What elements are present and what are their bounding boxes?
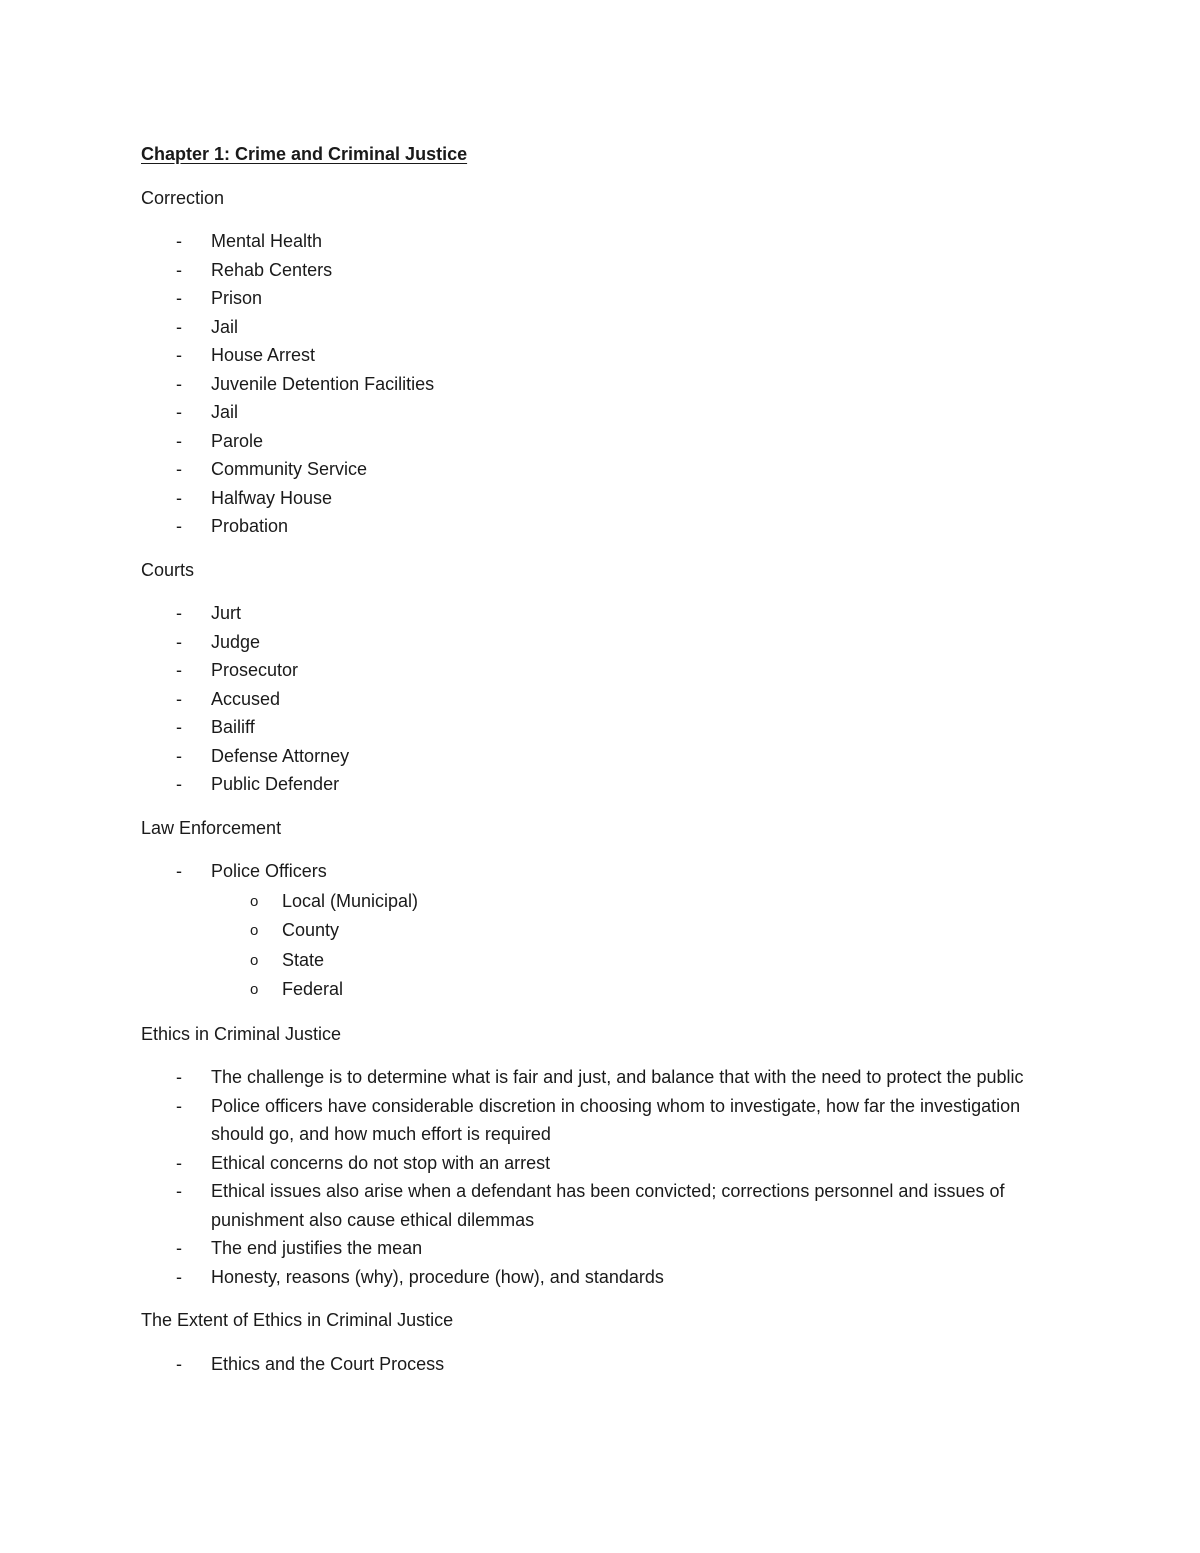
- list-item-text: Rehab Centers: [211, 259, 333, 280]
- list-item: [141, 284, 1071, 313]
- list-item: [141, 1350, 1071, 1379]
- list-item: [141, 770, 1071, 799]
- dash-bullet-icon: -: [176, 516, 182, 536]
- list-item: [141, 742, 1071, 771]
- list-item: [141, 1149, 1071, 1178]
- dash-bullet-icon: -: [176, 259, 182, 280]
- list-item-text: Honesty, reasons (why), procedure (how), and standards: [211, 1266, 664, 1287]
- list-item-text: Probation: [211, 516, 289, 536]
- dash-bullet-icon: -: [176, 345, 182, 365]
- sub-list-item: [211, 916, 1071, 946]
- sub-list-item: [211, 887, 1071, 917]
- dash-bullet-icon: -: [176, 861, 182, 881]
- dash-bullet-icon: -: [176, 487, 182, 508]
- sub-list-item: [211, 946, 1071, 976]
- sub-list-item-text: Local (Municipal): [282, 890, 419, 911]
- list-item-text: House Arrest: [211, 345, 316, 365]
- document-page: [141, 140, 1071, 1393]
- dash-bullet-icon: -: [176, 774, 182, 794]
- list-item: [141, 256, 1071, 285]
- list-item-text: Jurt: [211, 603, 242, 623]
- list-item-text: Prison: [211, 288, 263, 308]
- list-item: [141, 713, 1071, 742]
- dash-bullet-icon: -: [176, 459, 182, 479]
- dash-bullet-icon: -: [176, 631, 182, 652]
- list-item-text: Prosecutor: [211, 660, 299, 680]
- sub-list-item-text: County: [282, 920, 340, 940]
- dash-bullet-icon: -: [176, 1152, 182, 1173]
- document-section: [141, 814, 1071, 1005]
- list-item: [141, 427, 1071, 456]
- list-item-text: Public Defender: [211, 774, 340, 794]
- list-item-text: Jail: [211, 316, 239, 337]
- list-item-text: Police officers have considerable discretion in choosing whom to investigate, how far the investigation should go, and how much effort is required: [211, 1095, 1021, 1144]
- document-section: [141, 1020, 1071, 1292]
- sub-bullet-list: [211, 887, 1071, 1005]
- dash-bullet-icon: -: [176, 688, 182, 709]
- dash-bullet-icon: -: [176, 1067, 182, 1087]
- circle-bullet-icon: o: [250, 892, 259, 910]
- dash-bullet-icon: -: [176, 231, 182, 251]
- list-item-text: Ethical issues also arise when a defendant has been convicted; corrections personnel and issues of punishment also cause ethical dilemmas: [211, 1181, 1005, 1230]
- dash-bullet-icon: -: [176, 288, 182, 308]
- list-item-text: Defense Attorney: [211, 745, 350, 766]
- document-section: [141, 184, 1071, 541]
- document-body: [141, 184, 1071, 1379]
- list-item-text: Community Service: [211, 459, 368, 479]
- list-item: [141, 1063, 1071, 1092]
- bullet-list: [141, 1063, 1071, 1291]
- list-item: [141, 857, 1071, 1005]
- list-item: [141, 1092, 1071, 1149]
- section-heading: Law Enforcement: [141, 817, 282, 838]
- list-item-text: Judge: [211, 631, 261, 652]
- list-item-text: Accused: [211, 688, 281, 709]
- list-item: [141, 1263, 1071, 1292]
- section-heading: Correction: [141, 187, 225, 208]
- sub-list-item-text: Federal: [282, 979, 344, 999]
- list-item-text: The end justifies the mean: [211, 1238, 423, 1258]
- list-item: [141, 341, 1071, 370]
- dash-bullet-icon: -: [176, 1353, 182, 1374]
- list-item-text: The challenge is to determine what is fair and just, and balance that with the need to protect the public: [211, 1067, 1024, 1087]
- list-item-text: Juvenile Detention Facilities: [211, 373, 435, 394]
- list-item: [141, 313, 1071, 342]
- circle-bullet-icon: o: [250, 951, 259, 969]
- dash-bullet-icon: -: [176, 1238, 182, 1258]
- bullet-list: [141, 1350, 1071, 1379]
- list-item: [141, 685, 1071, 714]
- dash-bullet-icon: -: [176, 402, 182, 422]
- sub-list-item: [211, 975, 1071, 1005]
- document-section: [141, 556, 1071, 799]
- list-item-text: Ethics and the Court Process: [211, 1353, 445, 1374]
- list-item-text: Police Officers: [211, 861, 327, 881]
- dash-bullet-icon: -: [176, 745, 182, 766]
- list-item: [141, 656, 1071, 685]
- sub-list-item-text: State: [282, 949, 325, 970]
- list-item: [141, 628, 1071, 657]
- dash-bullet-icon: -: [176, 1095, 182, 1116]
- dash-bullet-icon: -: [176, 717, 182, 737]
- list-item: [141, 484, 1071, 513]
- bullet-list: [141, 599, 1071, 799]
- section-heading: Ethics in Criminal Justice: [141, 1023, 342, 1044]
- list-item-text: Halfway House: [211, 487, 333, 508]
- circle-bullet-icon: o: [250, 922, 259, 939]
- list-item-text: Mental Health: [211, 231, 323, 251]
- section-heading: The Extent of Ethics in Criminal Justice: [141, 1310, 454, 1330]
- section-heading: Courts: [141, 559, 195, 580]
- dash-bullet-icon: -: [176, 603, 182, 623]
- dash-bullet-icon: -: [176, 430, 182, 451]
- bullet-list: [141, 857, 1071, 1005]
- list-item-text: Bailiff: [211, 717, 255, 737]
- circle-bullet-icon: o: [250, 981, 259, 998]
- list-item-text: Parole: [211, 430, 264, 451]
- list-item: [141, 1234, 1071, 1263]
- dash-bullet-icon: -: [176, 660, 182, 680]
- list-item: [141, 512, 1071, 541]
- document-section: [141, 1306, 1071, 1378]
- list-item: [141, 227, 1071, 256]
- document-title: Chapter 1: Crime and Criminal Justice: [141, 144, 468, 164]
- list-item: [141, 455, 1071, 484]
- list-item-text: Ethical concerns do not stop with an arrest: [211, 1152, 551, 1173]
- bullet-list: [141, 227, 1071, 541]
- list-item: [141, 1177, 1071, 1234]
- dash-bullet-icon: -: [176, 316, 182, 337]
- dash-bullet-icon: -: [176, 1266, 182, 1287]
- list-item-text: Jail: [211, 402, 239, 422]
- list-item: [141, 599, 1071, 628]
- list-item: [141, 370, 1071, 399]
- list-item: [141, 398, 1071, 427]
- dash-bullet-icon: -: [176, 1181, 182, 1201]
- dash-bullet-icon: -: [176, 373, 182, 394]
